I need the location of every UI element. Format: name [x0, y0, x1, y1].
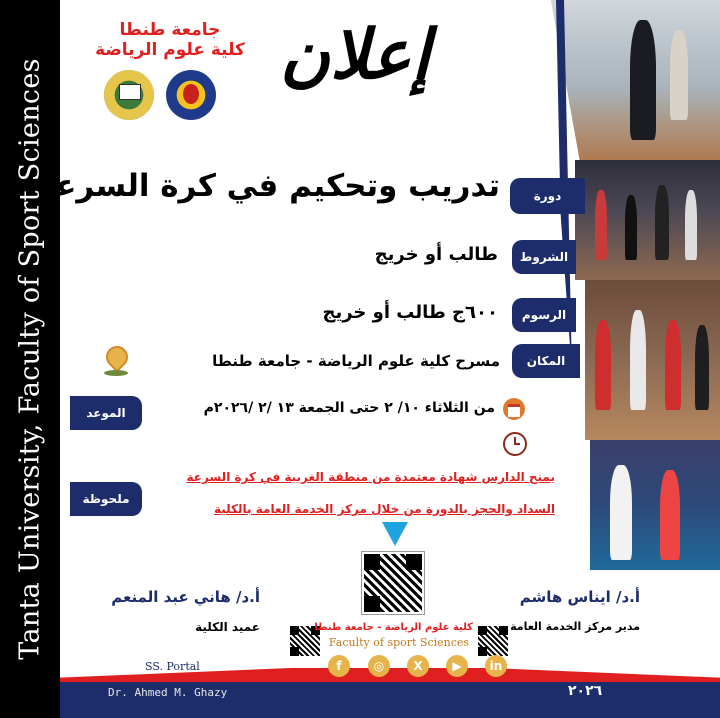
- linkedin-icon[interactable]: in: [485, 655, 507, 677]
- note-line-1: يمنح الدارس شهادة معتمدة من منطقة الغربية في كرة السرعة: [186, 470, 555, 484]
- athlete-icon: [183, 84, 199, 104]
- faculty-name: كلية علوم الرياضة: [95, 40, 245, 60]
- label-place: المكان: [512, 344, 580, 378]
- portal-label: SS. Portal: [145, 660, 200, 673]
- youtube-icon[interactable]: ▶: [446, 655, 468, 677]
- note-line-2: السداد والحجز بالدورة من خلال مركز الخدمة العامة بالكلية: [213, 502, 555, 516]
- calendar-icon: [503, 398, 525, 420]
- left-signatory-title: عميد الكلية: [195, 620, 260, 634]
- university-name: جامعة طنطا: [119, 20, 221, 40]
- fees-value: ٦٠٠ج طالب أو خريج: [322, 302, 498, 323]
- photo-badminton-2: [575, 160, 720, 280]
- designer-credit: Dr. Ahmed M. Ghazy: [108, 686, 228, 699]
- label-note: ملحوظة: [70, 482, 142, 516]
- label-course: دورة: [510, 178, 585, 214]
- side-band-text: Tanta University, Faculty of Sport Sciences: [14, 58, 46, 660]
- place-value: مسرح كلية علوم الرياضة - جامعة طنطا: [212, 352, 500, 370]
- label-conditions: الشروط: [512, 240, 576, 274]
- location-shadow: [104, 370, 128, 376]
- facebook-icon[interactable]: f: [328, 655, 350, 677]
- course-title: تدريب وتحكيم في كرة السرعة: [36, 168, 500, 204]
- instagram-icon[interactable]: ◎: [368, 655, 390, 677]
- footer-faculty-en: Faculty of sport Sciences: [328, 636, 470, 649]
- location-pin-icon: [101, 341, 132, 372]
- label-fees: الرسوم: [512, 298, 576, 332]
- tanta-university-logo: [104, 70, 154, 120]
- footer-faculty-ar: كلية علوم الرياضة - جامعة طنطا: [314, 622, 473, 633]
- right-signatory-title: مدير مركز الخدمة العامة: [510, 620, 640, 633]
- right-signatory-name: أ.د/ ايناس هاشم: [519, 588, 640, 606]
- date-value: من الثلاثاء ١٠/ ٢ حتى الجمعة ١٣ /٢ /٢٠٢٦م: [203, 400, 495, 416]
- faculty-logo: [166, 70, 216, 120]
- photo-badminton-4: [590, 440, 720, 570]
- left-signatory-name: أ.د/ هاني عبد المنعم: [111, 588, 260, 606]
- qr-code-right: [478, 626, 508, 656]
- conditions-value: طالب أو خريج: [374, 244, 498, 265]
- clock-icon: [503, 432, 527, 456]
- announcement-title: إعلان: [280, 15, 430, 95]
- qr-code-main: [362, 552, 424, 614]
- label-date: الموعد: [70, 396, 142, 430]
- book-icon: [119, 84, 141, 100]
- photo-badminton-3: [585, 280, 720, 440]
- pointer-triangle: [382, 522, 408, 546]
- photo-badminton-1: [540, 0, 720, 160]
- side-band: [0, 0, 60, 718]
- footer-year: ٢٠٢٦: [568, 683, 603, 699]
- x-twitter-icon[interactable]: X: [407, 655, 429, 677]
